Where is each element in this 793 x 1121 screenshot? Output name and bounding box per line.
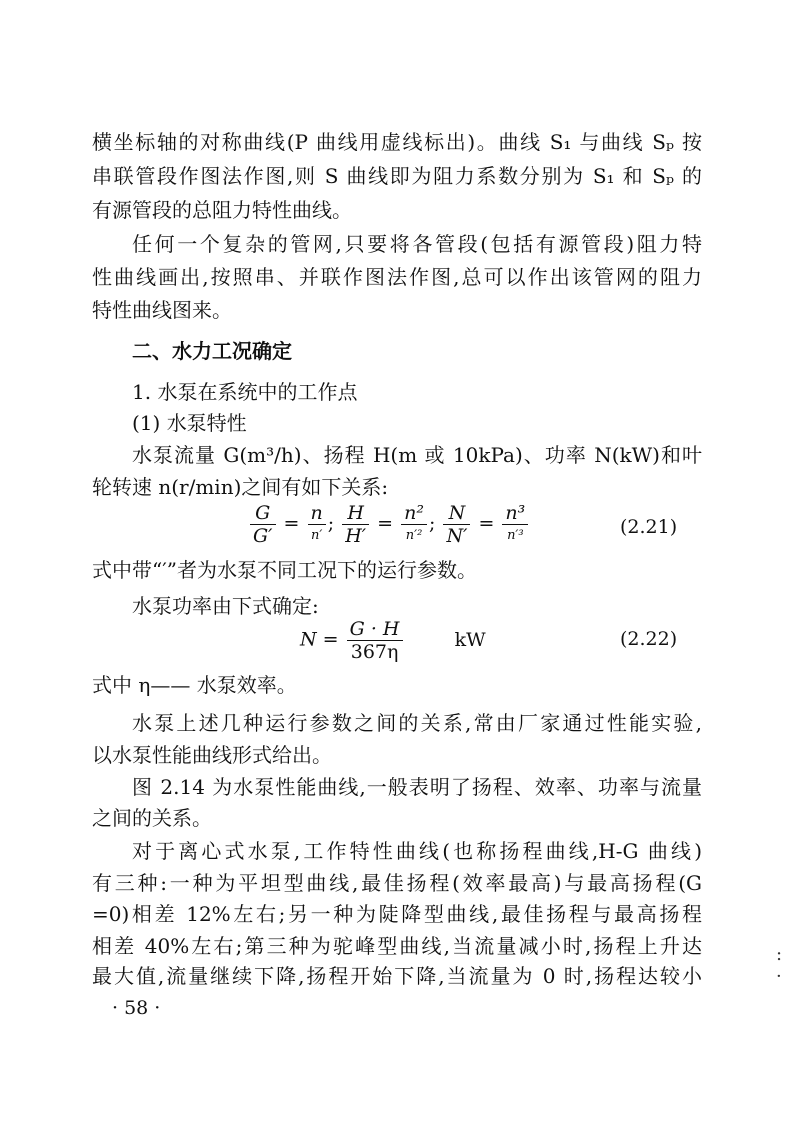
text-line: 水泵上述几种运行参数之间的关系,常由厂家通过性能实验, <box>132 711 702 735</box>
text-line: 式中带“′”者为水泵不同工况下的运行参数。 <box>92 558 477 582</box>
text-line: 以水泵性能曲线形式给出。 <box>92 743 332 767</box>
text-line: 特性曲线图来。 <box>92 298 232 322</box>
section-heading: 二、水力工况确定 <box>132 339 292 363</box>
text-line: 有源管段的总阻力特性曲线。 <box>92 198 352 222</box>
text-line: 水泵功率由下式确定: <box>132 594 319 618</box>
text-line: =0)相差 12%左右;另一种为陡降型曲线,最佳扬程与最高扬程 <box>92 902 702 926</box>
text-line: 相差 40%左右;第三种为驼峰型曲线,当流量减小时,扬程上升达 <box>92 934 702 958</box>
text-line: 对于离心式水泵,工作特性曲线(也称扬程曲线,H-G 曲线) <box>132 839 702 863</box>
text-line: 串联管段作图法作图,则 S 曲线即为阻力系数分别为 S₁ 和 Sₚ 的 <box>92 164 702 188</box>
text-line: 性曲线画出,按照串、并联作图法作图,总可以作出该管网的阻力 <box>92 265 702 289</box>
text-line: 有三种:一种为平坦型曲线,最佳扬程(效率最高)与最高扬程(G <box>92 871 702 895</box>
page-number: · 58 · <box>112 997 161 1019</box>
text-line: 轮转速 n(r/min)之间有如下关系: <box>92 475 389 499</box>
text-line: 式中 η—— 水泵效率。 <box>92 673 297 697</box>
margin-mark: · <box>776 966 782 987</box>
text-line: 图 2.14 为水泵性能曲线,一般表明了扬程、效率、功率与流量 <box>132 775 702 799</box>
unit: kW <box>454 628 486 651</box>
text-line: 最大值,流量继续下降,扬程开始下降,当流量为 0 时,扬程达较小 <box>92 964 702 988</box>
subheading: 1. 水泵在系统中的工作点 <box>132 380 358 404</box>
text-line: 水泵流量 G(m³/h)、扬程 H(m 或 10kPa)、功率 N(kW)和叶 <box>132 443 702 467</box>
margin-mark: : <box>776 944 783 965</box>
text-line: 之间的关系。 <box>92 806 212 830</box>
equation-2-21: $\frac{G}{G'}$ = $\frac{n}{n'}$ ; $\frac{H}{H'}$ = $\frac{\text{n²}}{\text{n′²}}$ ; $\frac{N}{N'}$ = $\frac{\text{n³}}{\text{n′³}}$ <box>248 502 530 547</box>
equation-2-22: N = $\frac{G \cdot H}{367\eta}$ kW <box>300 618 486 663</box>
text-line: 任何一个复杂的管网,只要将各管段(包括有源管段)阻力特 <box>132 232 702 256</box>
equation-number: (2.21) <box>620 516 678 538</box>
equation-number: (2.22) <box>620 628 678 650</box>
text-line: 横坐标轴的对称曲线(P 曲线用虚线标出)。曲线 S₁ 与曲线 Sₚ 按 <box>92 130 702 154</box>
subheading: (1) 水泵特性 <box>132 411 247 435</box>
